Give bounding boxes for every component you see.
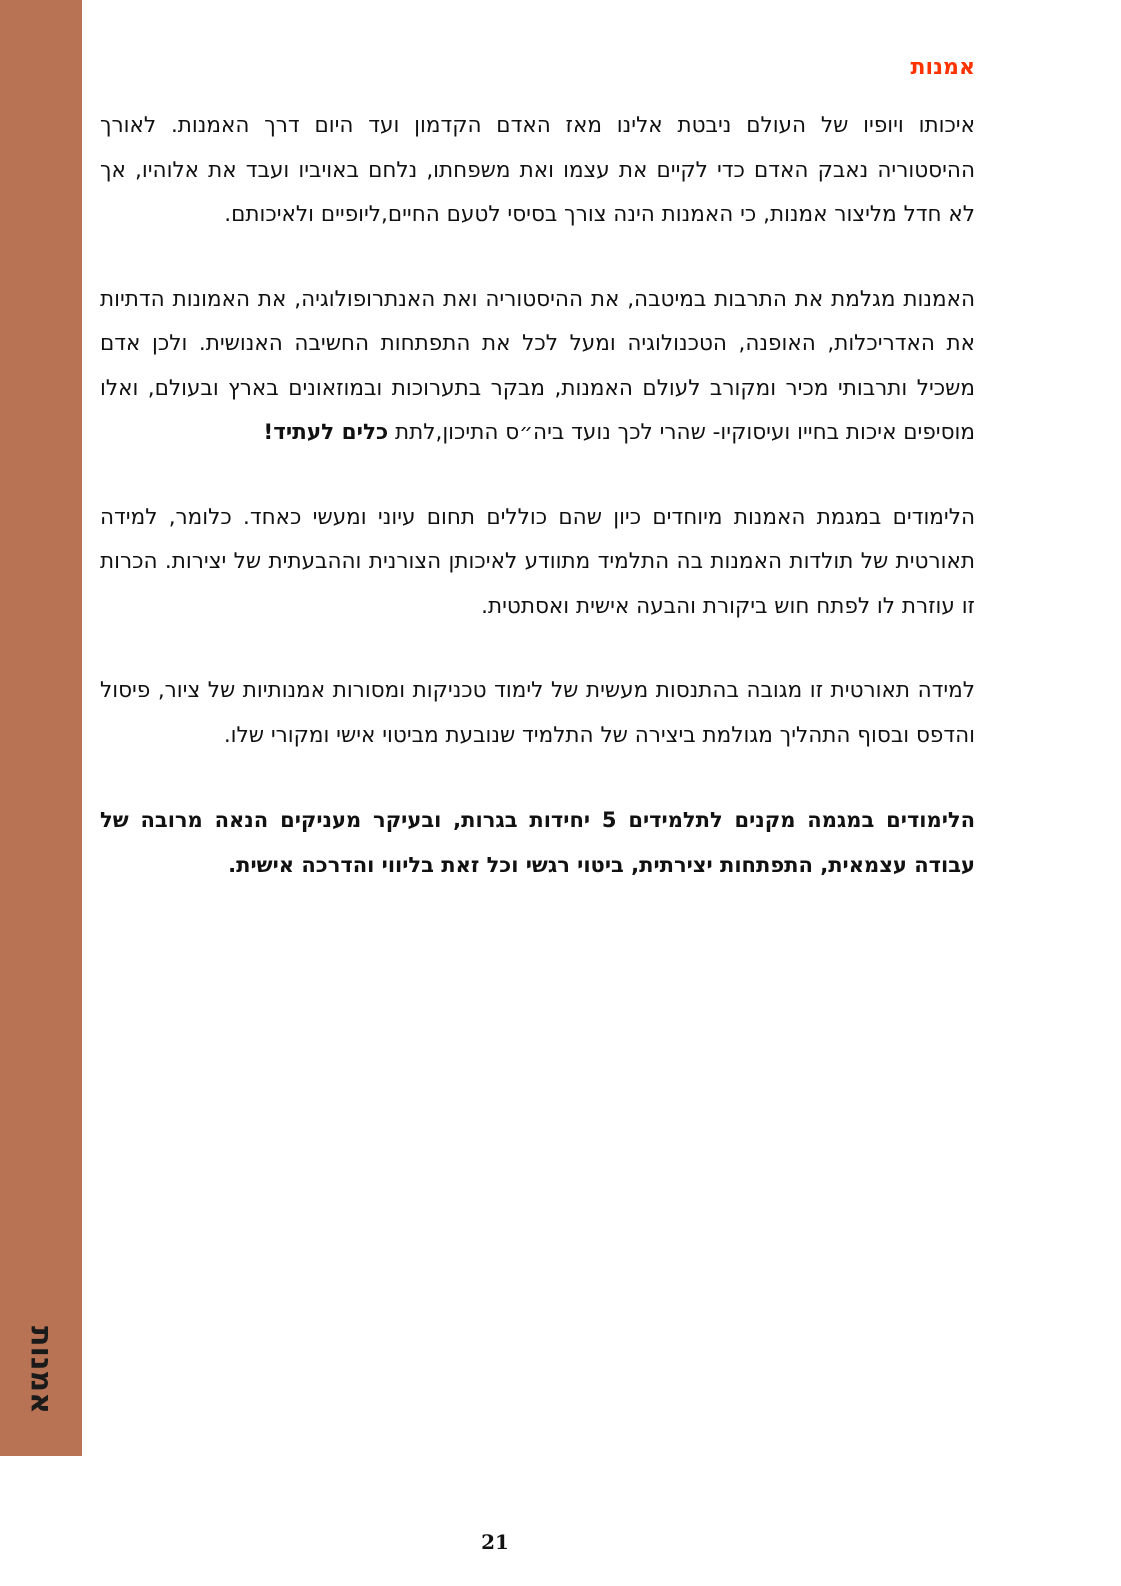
paragraph-culture-bold-tail: כלים לעתיד!	[263, 420, 389, 445]
paragraph-summary: הלימודים במגמה מקנים לתלמידים 5 יחידות בגרות, ובעיקר מעניקים הנאה מרובה של עבודה עצמאית, התפתחות יצירתית, ביטוי רגשי וכל זאת בליווי והדרכה אישית.	[100, 808, 976, 877]
sidebar-band	[0, 0, 82, 1456]
page-content	[100, 50, 975, 927]
paragraph-culture-text: האמנות מגלמת את התרבות במיטבה, את ההיסטוריה ואת האנתרופולוגיה, את האמונות הדתיות את האדריכלות, האופנה, הטכנולוגיה ומעל לכל את התפתחות החשיבה האנושית. ולכן אדם משכיל ותרבותי מכיר ומקורב לעולם האמנות, מבקר בתערוכות ובמוזאונים בארץ ובעולם, ואלו מוסיפים איכות בחייו ועיסוקיו- שהרי לכך נועד ביה״ס התיכון,לתת	[100, 286, 975, 445]
paragraph-culture	[100, 278, 975, 456]
page-title: אמנות	[910, 55, 975, 80]
page-number: 21	[481, 1530, 509, 1554]
sidebar-section-label: אמנות	[23, 1326, 59, 1414]
paragraph-studies: הלימודים במגמת האמנות מיוחדים כיון שהם כוללים תחום עיוני ומעשי כאחד. כלומר, למידה תאורטית של תולדות האמנות בה התלמיד מתוודע לאיכותן הצורנית וההבעתית של יצירות. הכרות זו עוזרת לו לפתח חוש ביקורת והבעה אישית ואסתטית.	[100, 504, 975, 619]
paragraph-practice: למידה תאורטית זו מגובה בהתנסות מעשית של לימוד טכניקות ומסורות אמנותיות של ציור, פיסול והדפס ובסוף התהליך מגולמת ביצירה של התלמיד שנובעת מביטוי אישי ומקורי שלו.	[100, 678, 975, 748]
paragraph-intro: איכותו ויופיו של העולם ניבטת אלינו מאז האדם הקדמון ועד היום דרך האמנות. לאורך ההיסטוריה נאבק האדם כדי לקיים את עצמו ואת משפחתו, נלחם באויביו ועבד את אלוהיו, אך לא חדל מליצור אמנות, כי האמנות הינה צורך בסיסי לטעם החיים,ליופיים ולאיכותם.	[100, 113, 975, 227]
